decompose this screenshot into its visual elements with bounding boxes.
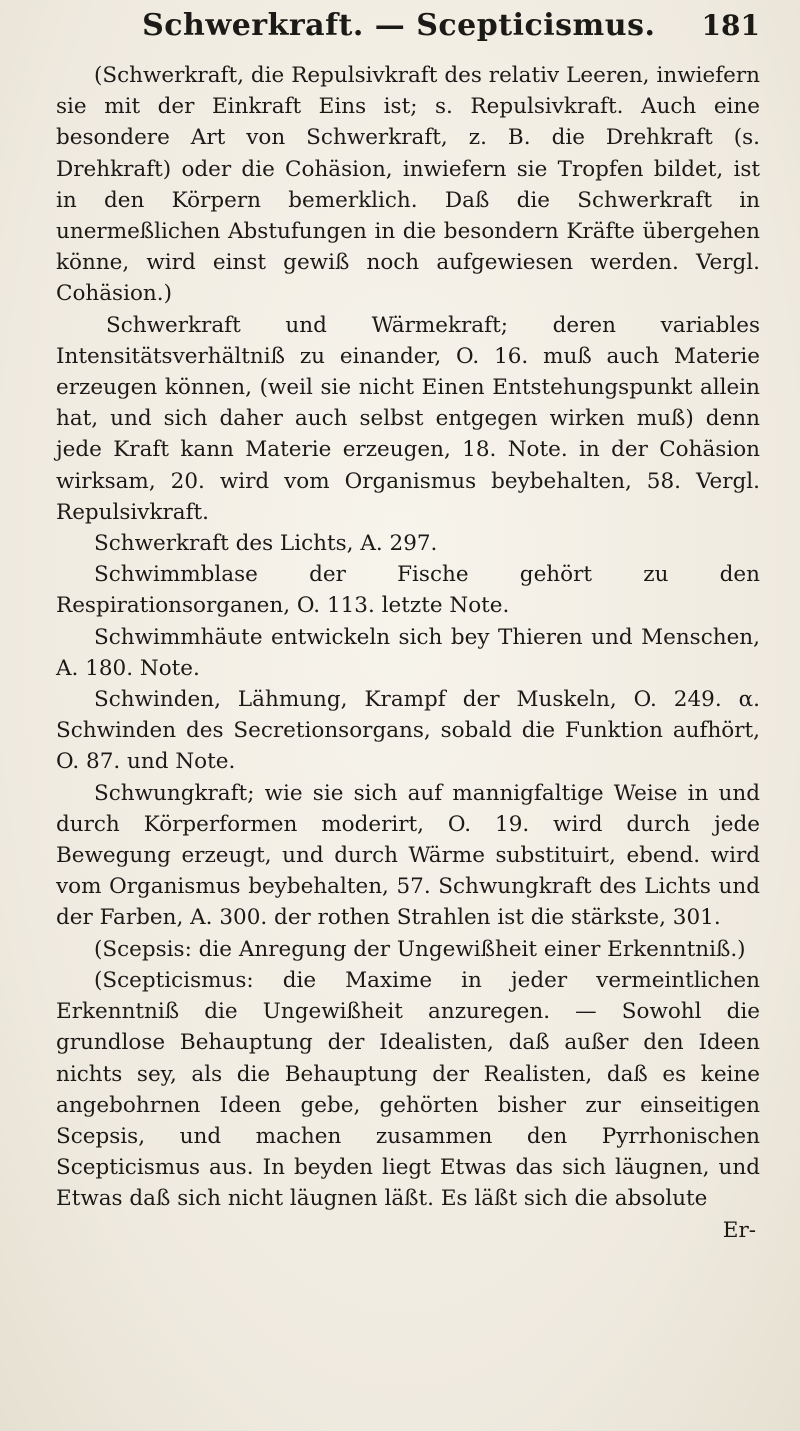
entry-schwimmblase: Schwimmblase der Fische gehört zu den Respirationsorganen, O. 113. letzte Note. <box>56 562 760 619</box>
catchword: Er- <box>722 1217 756 1243</box>
entry-schwinden: Schwinden, Lähmung, Krampf der Muskeln, O. 249. α. Schwinden des Secretionsorgans, sobald die Funktion aufhört, O. 87. und Note. <box>56 687 760 775</box>
entry-schwimmhaeute: Schwimmhäute entwickeln sich bey Thieren und Menschen, A. 180. Note. <box>56 624 760 681</box>
entry-schwerkraft-repulsiv: (Schwerkraft, die Repulsivkraft des relativ Leeren, inwiefern sie mit der Einkraft Eins ist; s. Repulsivkraft. Auch eine besondere Art von Schwerkraft, z. B. die Drehkraft (s. Drehkraft) oder die Cohäsion, inwiefern sie Tropfen bildet, ist in den Körpern bemerklich. Daß die Schwerkraft in unermeßlichen Abstufungen in die besondern Kräfte übergehen könne, wird einst gewiß noch aufgewiesen werden. Vergl. Cohäsion.) <box>56 63 760 307</box>
entry-schwungkraft: Schwungkraft; wie sie sich auf mannigfaltige Weise in und durch Körperformen moderirt, O. 19. wird durch jede Bewegung erzeugt, und durch Wärme substituirt, ebend. wird vom Organismus beybehalten, 57. Schwungkraft des Lichts und der Farben, A. 300. der rothen Strahlen ist die stärkste, 301. <box>56 780 760 931</box>
entry-scepticismus: (Scepticismus: die Maxime in jeder vermeintlichen Erkenntniß die Ungewißheit anzuregen. — Sowohl die grundlose Behauptung der Idealisten, daß außer den Ideen nichts sey, als die Behauptung der Realisten, daß es keine angebohrnen Ideen gebe, gehörten bisher zur einseitigen Scepsis, und machen zusammen den Pyrrhonischen Scepticismus aus. In beyden liegt Etwas das sich läugnen, und Etwas daß sich nicht läugnen läßt. Es läßt sich die absolute <box>56 967 760 1212</box>
running-title: Schwerkraft. — Scepticismus. <box>142 8 656 43</box>
dictionary-entries <box>56 60 760 1215</box>
page-number: 181 <box>701 9 760 42</box>
entry-scepsis: (Scepsis: die Anregung der Ungewißheit einer Erkenntniß.) <box>94 936 746 962</box>
entry-schwerkraft-lichts: Schwerkraft des Lichts, A. 297. <box>94 531 438 557</box>
page-header <box>56 8 760 60</box>
entry-schwerkraft-waermekraft: Schwerkraft und Wärmekraft; deren variables Intensitätsverhältniß zu einander, O. 16. muß auch Materie erzeugen können, (weil sie nicht Einen Entstehungspunkt allein hat, und sich daher auch selbst entgegen wirken muß) denn jede Kraft kann Materie erzeugen, 18. Note. in der Cohäsion wirksam, 20. wird vom Organismus beybehalten, 58. Vergl. Repulsivkraft. <box>56 312 760 525</box>
